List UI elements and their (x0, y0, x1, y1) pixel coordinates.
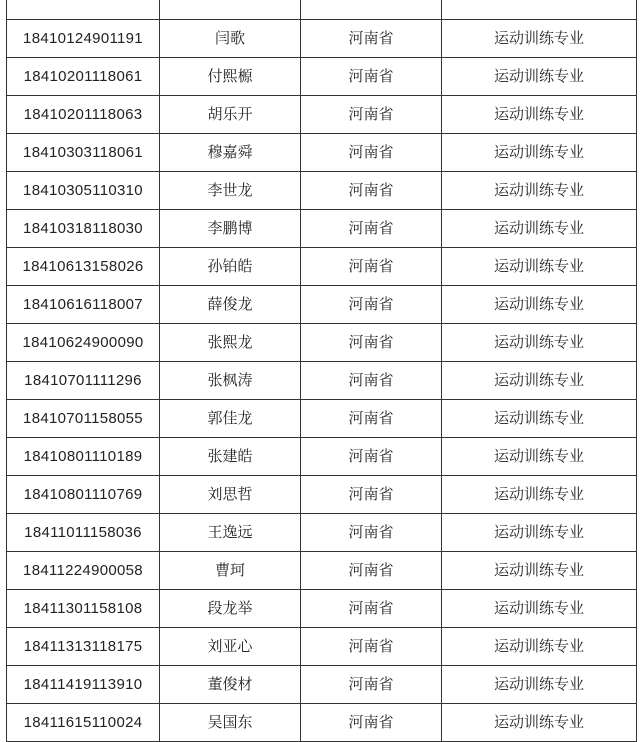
province-cell: 河南省 (301, 210, 442, 248)
id-cell: 18410201118061 (7, 58, 160, 96)
major-cell: 运动训练专业 (442, 134, 637, 172)
table-row (7, 324, 637, 362)
major-cell: 运动训练专业 (442, 210, 637, 248)
name-cell: 孙铂皓 (160, 248, 301, 286)
province-cell: 河南省 (301, 590, 442, 628)
table-row (7, 514, 637, 552)
name-cell: 王逸远 (160, 514, 301, 552)
major-cell: 运动训练专业 (442, 362, 637, 400)
table-row (7, 590, 637, 628)
table-row (7, 20, 637, 58)
id-cell: 18410613158026 (7, 248, 160, 286)
id-cell: 18410303118061 (7, 134, 160, 172)
table-row (7, 704, 637, 742)
table-row (7, 628, 637, 666)
major-cell: 运动训练专业 (442, 590, 637, 628)
province-cell (301, 0, 442, 20)
id-cell: 18410201118063 (7, 96, 160, 134)
name-cell (160, 0, 301, 20)
province-cell: 河南省 (301, 552, 442, 590)
table-row (7, 286, 637, 324)
name-cell: 胡乐开 (160, 96, 301, 134)
id-cell: 18411313118175 (7, 628, 160, 666)
id-cell: 18411011158036 (7, 514, 160, 552)
major-cell (442, 0, 637, 20)
student-table (6, 0, 637, 742)
province-cell: 河南省 (301, 476, 442, 514)
province-cell: 河南省 (301, 96, 442, 134)
province-cell: 河南省 (301, 514, 442, 552)
id-cell: 18410124901191 (7, 20, 160, 58)
name-cell: 李世龙 (160, 172, 301, 210)
province-cell: 河南省 (301, 286, 442, 324)
major-cell: 运动训练专业 (442, 666, 637, 704)
name-cell: 李鹏博 (160, 210, 301, 248)
table-row (7, 0, 637, 20)
major-cell: 运动训练专业 (442, 514, 637, 552)
table-row (7, 666, 637, 704)
table-row (7, 362, 637, 400)
province-cell: 河南省 (301, 400, 442, 438)
province-cell: 河南省 (301, 172, 442, 210)
major-cell: 运动训练专业 (442, 324, 637, 362)
major-cell: 运动训练专业 (442, 476, 637, 514)
name-cell: 张熙龙 (160, 324, 301, 362)
table-row (7, 134, 637, 172)
id-cell: 18410801110189 (7, 438, 160, 476)
id-cell: 18411615110024 (7, 704, 160, 742)
name-cell: 吴国东 (160, 704, 301, 742)
table-row (7, 58, 637, 96)
province-cell: 河南省 (301, 438, 442, 476)
major-cell: 运动训练专业 (442, 20, 637, 58)
major-cell: 运动训练专业 (442, 286, 637, 324)
id-cell: 18410624900090 (7, 324, 160, 362)
id-cell: 18410701158055 (7, 400, 160, 438)
major-cell: 运动训练专业 (442, 704, 637, 742)
table-row (7, 96, 637, 134)
name-cell: 闫歌 (160, 20, 301, 58)
province-cell: 河南省 (301, 362, 442, 400)
table-row (7, 476, 637, 514)
major-cell: 运动训练专业 (442, 96, 637, 134)
major-cell: 运动训练专业 (442, 172, 637, 210)
province-cell: 河南省 (301, 58, 442, 96)
table-row (7, 438, 637, 476)
table-row (7, 210, 637, 248)
id-cell: 18411301158108 (7, 590, 160, 628)
name-cell: 付熙榞 (160, 58, 301, 96)
province-cell: 河南省 (301, 324, 442, 362)
id-cell: 18410801110769 (7, 476, 160, 514)
table-body (7, 0, 637, 742)
name-cell: 刘亚心 (160, 628, 301, 666)
province-cell: 河南省 (301, 248, 442, 286)
province-cell: 河南省 (301, 704, 442, 742)
name-cell: 郭佳龙 (160, 400, 301, 438)
table-row (7, 248, 637, 286)
name-cell: 曹珂 (160, 552, 301, 590)
province-cell: 河南省 (301, 20, 442, 58)
id-cell: 18411224900058 (7, 552, 160, 590)
major-cell: 运动训练专业 (442, 248, 637, 286)
id-cell: 18410616118007 (7, 286, 160, 324)
major-cell: 运动训练专业 (442, 552, 637, 590)
admission-list-table (6, 0, 632, 742)
name-cell: 董俊材 (160, 666, 301, 704)
name-cell: 穆嘉舜 (160, 134, 301, 172)
name-cell: 薛俊龙 (160, 286, 301, 324)
name-cell: 张建皓 (160, 438, 301, 476)
province-cell: 河南省 (301, 666, 442, 704)
major-cell: 运动训练专业 (442, 628, 637, 666)
id-cell (7, 0, 160, 20)
province-cell: 河南省 (301, 628, 442, 666)
id-cell: 18410701111296 (7, 362, 160, 400)
major-cell: 运动训练专业 (442, 438, 637, 476)
table-row (7, 172, 637, 210)
name-cell: 刘思哲 (160, 476, 301, 514)
table-row (7, 400, 637, 438)
table-row (7, 552, 637, 590)
id-cell: 18411419113910 (7, 666, 160, 704)
id-cell: 18410318118030 (7, 210, 160, 248)
id-cell: 18410305110310 (7, 172, 160, 210)
province-cell: 河南省 (301, 134, 442, 172)
major-cell: 运动训练专业 (442, 400, 637, 438)
name-cell: 段龙举 (160, 590, 301, 628)
major-cell: 运动训练专业 (442, 58, 637, 96)
name-cell: 张枫涛 (160, 362, 301, 400)
